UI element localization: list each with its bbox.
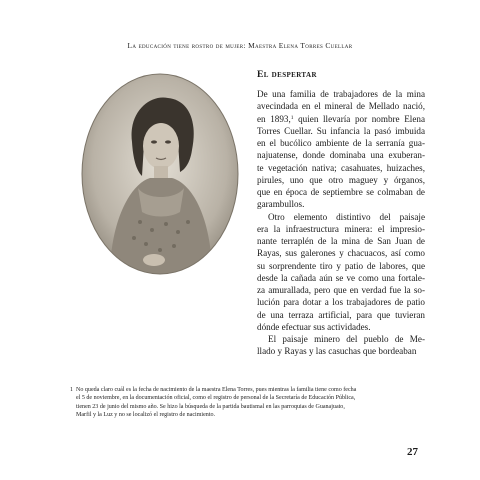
portrait-photo	[80, 72, 240, 276]
text-line: era la infraestructura minera: el impresio-	[257, 223, 425, 234]
section-title: El despertar	[257, 69, 317, 80]
footnote-line: Marfil y la Luz y no se localizó el registro de nacimiento.	[76, 412, 216, 419]
text-line: Torres Cuellar. Su infancia la pasó imbuida	[257, 125, 425, 136]
text-segment: quien llevaría por nombre Elena	[293, 113, 425, 124]
text-line: te vegetación nativa; casahuates, huizaches,	[257, 162, 425, 173]
text-line: de una terraza artificial, para que tuvieran	[257, 309, 425, 320]
text-segment: en 1893,	[257, 113, 291, 124]
text-line: El paisaje minero del pueblo de Me-	[268, 334, 425, 344]
text-line: za amurallada, pero que en verdad fue la so-	[257, 285, 425, 295]
text-line: dónde efectuar sus actividades.	[257, 321, 371, 332]
footnote-ref: 1	[290, 114, 294, 121]
text-line: llado y Rayas y las casuchas que bordeaban	[257, 346, 417, 357]
text-line	[257, 113, 425, 125]
footnote	[70, 386, 422, 420]
footnote-number: 1	[70, 387, 74, 393]
paragraph-1	[257, 88, 425, 211]
text-line: en el bucólico ambiente de la serranía gua-	[257, 138, 425, 148]
paragraph-3	[257, 333, 425, 358]
text-line: De una familia de trabajadores de la mina	[257, 89, 425, 99]
text-line: avecindada en el mineral de Mellado nació,	[257, 101, 425, 112]
body-text	[257, 88, 425, 358]
text-line: nante terraplén de la mina de San Juan de	[257, 236, 425, 246]
footnote-line: el 5 de noviembre, en la documentación oficial, como el registro de personal de la Secretaría de Educación Pública,	[76, 395, 356, 402]
text-line: Rayas, sus galerones y chacuacos, así como	[257, 248, 425, 259]
text-line: Otro elemento distintivo del paisaje	[268, 211, 425, 222]
text-line: su sorprendente tiro y patio de labores, que	[257, 260, 425, 271]
text-line: najuatense, donde dominaba una exuberan-	[257, 150, 425, 161]
paragraph-2	[257, 211, 425, 334]
text-line: desde la cañada aún se ve como una fortale-	[257, 272, 425, 283]
footnote-line: tienen 23 de junio del mismo año. Se hizo la búsqueda de la partida bautismal en las parroquias de Guanajuato,	[76, 403, 345, 410]
text-line: garambullos.	[257, 199, 305, 210]
text-line: lución para dotar a los trabajadores de patio	[257, 297, 425, 308]
text-line: pirules, uno que otro maguey y órganos,	[257, 174, 425, 185]
footnote-line: No queda claro cuál es la fecha de nacimiento de la maestra Elena Torres, pues mientras la familia tiene como fecha	[76, 387, 357, 393]
text-line: que en época de septiembre se colmaban de	[257, 187, 425, 197]
page-number: 27	[407, 446, 418, 458]
running-head: La educación tiene rostro de mujer: Maestra Elena Torres Cuellar	[127, 41, 353, 50]
